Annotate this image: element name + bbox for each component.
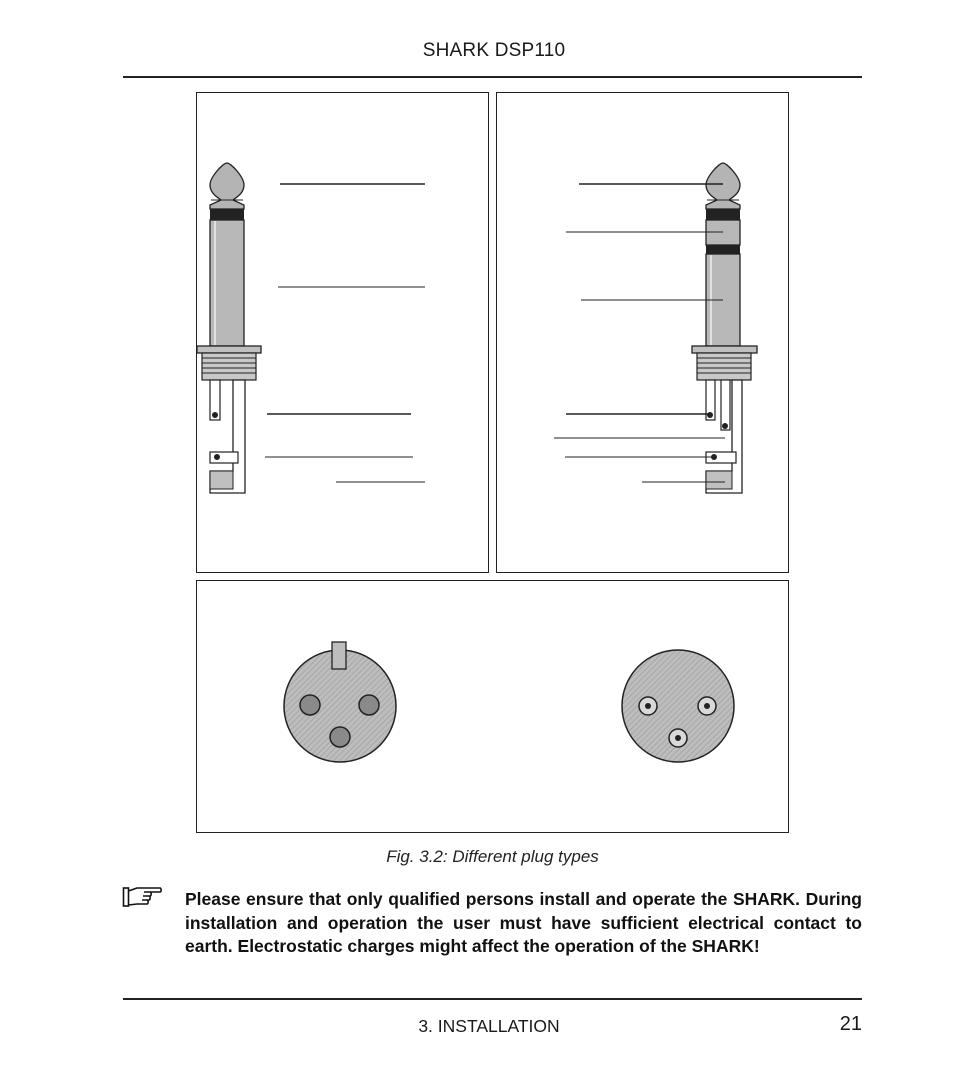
header-rule [123,76,862,78]
footer-rule [123,998,862,1000]
xlr-female-connector-icon [284,642,396,762]
safety-note: Please ensure that only qualified persons install and operate the SHARK. During installation and operation the user must have sufficient electrical contact to earth. Electrostatic charges might affect the operation of the SHARK! [185,889,862,956]
xlr-male-connector-icon [622,650,734,762]
footer-section: 3. INSTALLATION [418,1016,560,1036]
figure-caption: Fig. 3.2: Different plug types [386,847,599,866]
pointing-hand-icon [122,884,162,910]
header-title: SHARK DSP110 [422,40,566,61]
xlr-panel [196,580,789,833]
mono-jack-panel [196,92,489,573]
stereo-jack-panel [496,92,789,573]
stereo-jack-plug-icon [497,93,790,574]
mono-jack-plug-icon [197,93,490,574]
page-number: 21 [839,1013,862,1035]
